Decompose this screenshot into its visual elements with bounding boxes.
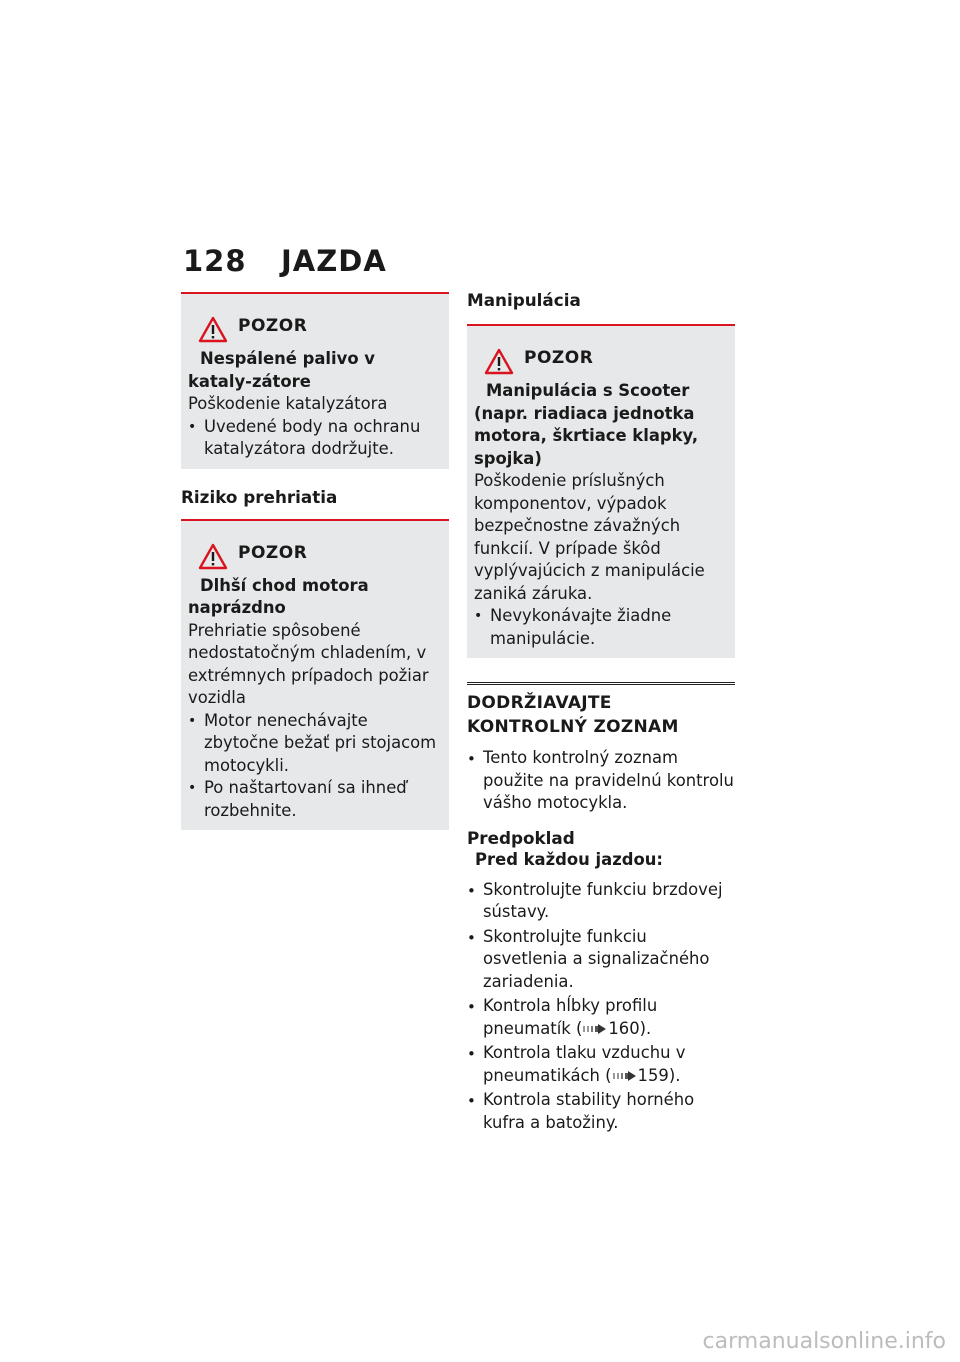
list-item: • Kontrola hĺbky profilu pneumatík ( 160). bbox=[467, 995, 735, 1040]
warning-box-idle bbox=[181, 519, 449, 831]
subheading-overheating: Riziko prehriatia bbox=[181, 486, 338, 507]
warning-bullet: • Uvedené body na ochranu katalyzátora dodržujte. bbox=[188, 416, 442, 461]
warning-box-catalyst bbox=[181, 292, 449, 469]
warning-title: Dlhší chod motora naprázdno bbox=[188, 575, 369, 617]
warning-triangle-icon bbox=[198, 543, 228, 570]
page-reference[interactable]: 159 bbox=[637, 1065, 669, 1085]
warning-title: Manipulácia s Scooter (napr. riadiaca jednotka motora, škrtiace klapky, spojka) bbox=[474, 381, 699, 468]
list-item: • Skontrolujte funkciu brzdovej sústavy. bbox=[467, 879, 735, 924]
prerequisite-subheading: Pred každou jazdou: bbox=[475, 849, 663, 869]
warning-title: Nespálené palivo v kataly-zátore bbox=[188, 349, 375, 391]
warning-body: Poškodenie príslušných komponentov, výpadok bezpečnostne závažných funkcií. V prípade škôd vyplývajúcich z manipulácie zaniká záruka. bbox=[474, 471, 705, 603]
section-title: JAZDA bbox=[281, 244, 387, 278]
page-number: 128 bbox=[183, 244, 247, 278]
prerequisite-heading: Predpoklad bbox=[467, 827, 575, 848]
watermark: carmanualsonline.info bbox=[702, 1329, 946, 1354]
list-item: • Tento kontrolný zoznam použite na pravidelnú kontrolu vášho motocykla. bbox=[467, 747, 735, 815]
page-reference-arrow-icon bbox=[612, 1070, 638, 1082]
warning-box-manipulation bbox=[467, 324, 735, 658]
checklist bbox=[467, 879, 735, 1135]
warning-label: POZOR bbox=[238, 316, 308, 336]
left-column bbox=[181, 292, 449, 830]
list-item: • Kontrola tlaku vzduchu v pneumatikách ( 159). bbox=[467, 1042, 735, 1087]
warning-bullet: • Nevykonávajte žiadne manipulácie. bbox=[474, 605, 728, 650]
warning-bullet: • Motor nenechávajte zbytočne bežať pri stojacom motocykli. bbox=[188, 710, 442, 778]
page-header bbox=[183, 244, 387, 278]
right-column bbox=[467, 290, 735, 1136]
section-heading-checklist: DODRŽIAVAJTE KONTROLNÝ ZOZNAM bbox=[467, 682, 735, 739]
page-reference-arrow-icon bbox=[582, 1023, 608, 1035]
subheading-manipulation: Manipulácia bbox=[467, 290, 581, 310]
warning-bullet: • Po naštartovaní sa ihneď rozbehnite. bbox=[188, 777, 442, 822]
checklist-intro bbox=[467, 747, 735, 815]
warning-body: Poškodenie katalyzátora bbox=[188, 394, 388, 413]
warning-body: Prehriatie spôsobené nedostatočným chladením, v extrémnych prípadoch požiar vozidla bbox=[188, 620, 429, 707]
warning-triangle-icon bbox=[198, 316, 228, 343]
warning-triangle-icon bbox=[484, 348, 514, 375]
warning-label: POZOR bbox=[524, 348, 594, 368]
page-reference[interactable]: 160 bbox=[608, 1018, 640, 1038]
list-item: • Skontrolujte funkciu osvetlenia a signalizačného zariadenia. bbox=[467, 926, 735, 994]
list-item: • Kontrola stability horného kufra a batožiny. bbox=[467, 1089, 735, 1134]
warning-label: POZOR bbox=[238, 542, 308, 563]
